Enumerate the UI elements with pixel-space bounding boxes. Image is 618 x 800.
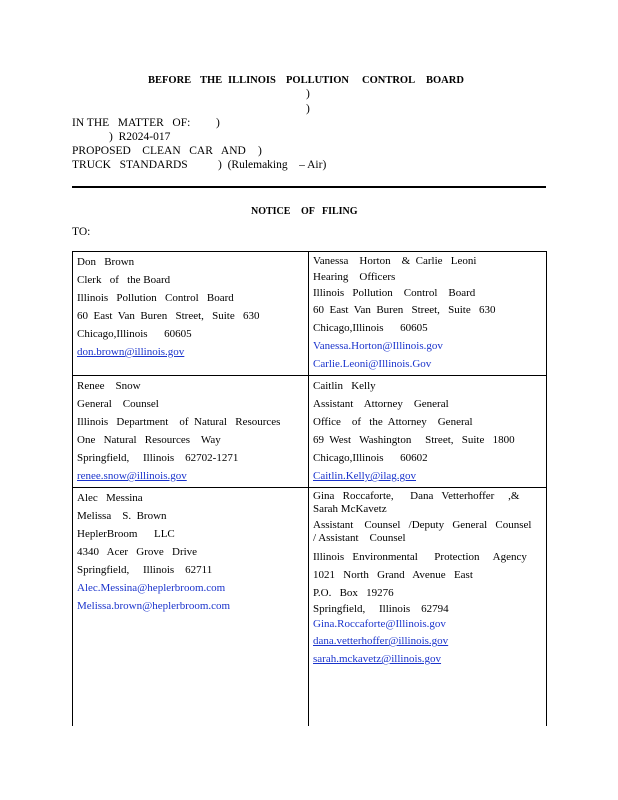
email-link[interactable]: Alec.Messina@heplerbroom.com	[77, 582, 226, 594]
email-link[interactable]: Gina.Roccaforte@Illinois.gov	[313, 618, 446, 630]
recipient-line: Springfield, Illinois 62711	[77, 564, 213, 576]
docket-number: ) R2024-017	[109, 131, 171, 143]
caption-paren: )	[258, 145, 262, 157]
recipient-line: 60 East Van Buren Street, Suite 630	[77, 310, 260, 322]
email-link[interactable]: renee.snow@illinois.gov	[77, 470, 187, 482]
email-link[interactable]: Caitlin.Kelly@ilag.gov	[313, 470, 417, 482]
title-word-control: CONTROL	[362, 75, 416, 86]
recipient-line: Illinois Pollution Control Board	[77, 292, 234, 304]
caption-paren: )	[306, 103, 310, 115]
recipient-cell	[309, 488, 547, 727]
service-list-table	[72, 251, 547, 726]
to-label: TO:	[72, 226, 91, 238]
recipient-line: Caitlin Kelly	[313, 380, 376, 392]
email-link[interactable]: sarah.mckavetz@illinois.gov	[313, 653, 442, 665]
email-link[interactable]: Vanessa.Horton@Illinois.gov	[313, 340, 443, 352]
notice-word: NOTICE	[251, 206, 291, 217]
recipient-names: Gina Roccaforte, Dana Vetterhoffer ,& Sarah McKavetz	[313, 490, 523, 515]
recipient-line: Chicago,Illinois 60602	[313, 452, 428, 464]
recipient-line: Assistant Attorney General	[313, 398, 449, 410]
notice-word: FILING	[322, 206, 358, 217]
title-word-before: BEFORE	[148, 75, 192, 86]
recipient-line: Don Brown	[77, 256, 135, 268]
title-word-board: BOARD	[426, 75, 464, 86]
recipient-line: 4340 Acer Grove Drive	[77, 546, 198, 558]
proposed-line: PROPOSED CLEAN CAR AND	[72, 145, 246, 157]
recipient-line: Vanessa Horton & Carlie Leoni	[313, 255, 477, 267]
caption-paren: )	[216, 117, 220, 129]
recipient-line: Illinois Pollution Control Board	[313, 287, 476, 299]
table-row	[73, 376, 547, 488]
recipient-cell	[309, 252, 547, 376]
email-link[interactable]: don.brown@illinois.gov	[77, 346, 185, 358]
email-link[interactable]: Carlie.Leoni@Illinois.Gov	[313, 358, 432, 370]
recipient-line: HeplerBroom LLC	[77, 528, 175, 540]
recipient-cell	[309, 376, 547, 488]
title-word-illinois: ILLINOIS	[228, 75, 276, 86]
notice-word: OF	[301, 206, 315, 217]
recipient-line: Office of the Attorney General	[313, 416, 473, 428]
recipient-cell	[73, 252, 309, 376]
truck-line: TRUCK STANDARDS	[72, 159, 188, 171]
recipient-line: P.O. Box 19276	[313, 587, 394, 599]
recipient-line: General Counsel	[77, 398, 159, 410]
email-link[interactable]: Melissa.brown@heplerbroom.com	[77, 600, 231, 612]
recipient-cell	[73, 488, 309, 727]
recipient-line: 69 West Washington Street, Suite 1800	[313, 434, 515, 446]
divider	[72, 186, 546, 188]
recipient-line: Chicago,Illinois 60605	[313, 322, 428, 334]
recipient-line: Springfield, Illinois 62702-1271	[77, 452, 239, 464]
recipient-line: Springfield, Illinois 62794	[313, 603, 449, 615]
title-word-pollution: POLLUTION	[286, 75, 350, 86]
recipient-line: Chicago,Illinois 60605	[77, 328, 192, 340]
matter-label: IN THE MATTER OF:	[72, 117, 191, 129]
recipient-cell	[73, 376, 309, 488]
recipient-line: 60 East Van Buren Street, Suite 630	[313, 304, 496, 316]
recipient-line: One Natural Resources Way	[77, 434, 221, 446]
rulemaking-label: ) (Rulemaking – Air)	[218, 159, 327, 171]
table-row	[73, 488, 547, 727]
table-row	[73, 252, 547, 376]
recipient-line: Melissa S. Brown	[77, 510, 167, 522]
email-link[interactable]: dana.vetterhoffer@illinois.gov	[313, 635, 449, 647]
recipient-line: Illinois Department of Natural Resources	[77, 416, 281, 428]
recipient-line: 1021 North Grand Avenue East	[313, 569, 473, 581]
title-word-the: THE	[200, 75, 223, 86]
recipient-line: Clerk of the Board	[77, 274, 171, 286]
caption-paren: )	[306, 88, 310, 100]
recipient-line: Hearing Officers	[313, 271, 396, 283]
recipient-line: Illinois Environmental Protection Agency	[313, 551, 527, 563]
recipient-line: Alec Messina	[77, 492, 143, 504]
recipient-line: Renee Snow	[77, 380, 141, 392]
recipient-titles: Assistant Counsel /Deputy General Counsel / Assistant Counsel	[313, 519, 540, 544]
